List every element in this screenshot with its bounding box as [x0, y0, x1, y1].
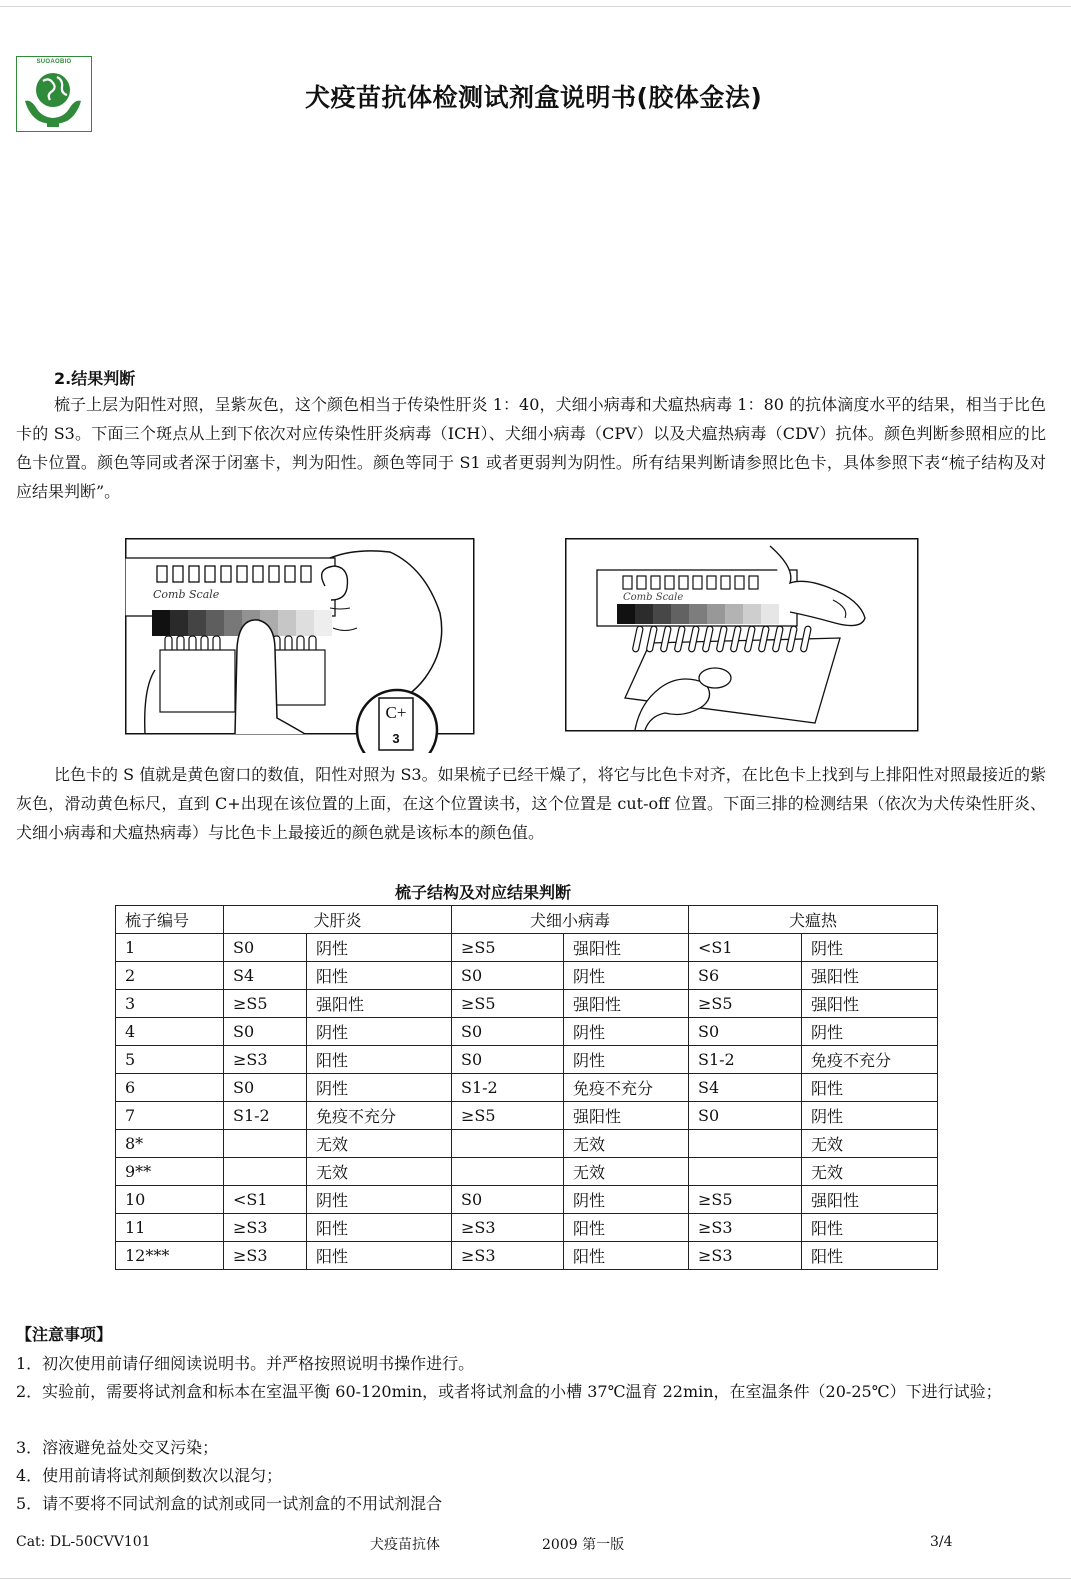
- table-cell: S0: [452, 962, 564, 990]
- table-cell: 阳性: [307, 1242, 452, 1270]
- table-cell: 11: [116, 1214, 224, 1242]
- table-header-row: [116, 906, 938, 934]
- table-cell: S4: [689, 1074, 802, 1102]
- table-row: [116, 1074, 938, 1102]
- table-cell: <S1: [689, 934, 802, 962]
- table-cell: 无效: [802, 1130, 938, 1158]
- table-cell: 无效: [564, 1158, 689, 1186]
- table-cell: S0: [452, 1046, 564, 1074]
- table-cell: ≥S3: [224, 1046, 307, 1074]
- lens-num-label: 3: [392, 731, 400, 746]
- table-cell: S0: [452, 1018, 564, 1046]
- table-cell: 阴性: [307, 1018, 452, 1046]
- table-cell: [689, 1130, 802, 1158]
- company-logo: [16, 56, 92, 132]
- document-title: 犬疫苗抗体检测试剂盒说明书(胶体金法): [305, 83, 763, 112]
- note-item: 2．实验前，需要将试剂盒和标本在室温平衡 60-120min，或者将试剂盒的小槽 37℃温育 22min，在室温条件（20-25℃）下进行试验；: [16, 1382, 1002, 1401]
- table-cell: 12***: [116, 1242, 224, 1270]
- comb-scale-figure-2: [565, 538, 920, 738]
- result-paragraph-2: 比色卡的 S 值就是黄色窗口的数值，阳性对照为 S3。如果梳子已经干燥了，将它与比色卡对齐，在比色卡上找到与上排阳性对照最接近的紫灰色，滑动黄色标尺，直到 C+出现在该位置的上面，在这个位置读书，这个位置是 cut-off 位置。下面三排的检测结果（依次为犬传染性肝炎、犬细小病毒和犬瘟热病毒）与比色卡上最接近的颜色就是该标本的颜色值。: [16, 765, 1046, 842]
- table-row: [116, 962, 938, 990]
- note-item: 4．使用前请将试剂颠倒数次以混匀；: [16, 1466, 283, 1485]
- table-cell: 阴性: [802, 1102, 938, 1130]
- table-cell: [224, 1158, 307, 1186]
- top-border-line: [0, 6, 1071, 7]
- table-title: 梳子结构及对应结果判断: [395, 883, 572, 902]
- section-heading: 2.结果判断: [54, 369, 136, 388]
- result-table: [115, 905, 938, 1270]
- table-row: [116, 934, 938, 962]
- table-row: [116, 1130, 938, 1158]
- table-cell: 9**: [116, 1158, 224, 1186]
- globe-hands-icon: [17, 57, 90, 130]
- table-cell: ≥S3: [224, 1242, 307, 1270]
- table-cell: 阳性: [802, 1214, 938, 1242]
- table-cell: ≥S5: [689, 990, 802, 1018]
- table-cell: 7: [116, 1102, 224, 1130]
- table-cell: 免疫不充分: [802, 1046, 938, 1074]
- table-cell: [689, 1158, 802, 1186]
- result-paragraph-1: 梳子上层为阳性对照，呈紫灰色，这个颜色相当于传染性肝炎 1：40，犬细小病毒和犬瘟热病毒 1：80 的抗体滴度水平的结果，相当于比色卡的 S3。下面三个斑点从上到下依次对应传染性肝炎病毒（ICH）、犬细小病毒（CPV）以及犬瘟热病毒（CDV）抗体。颜色判断参照相应的比色卡位置。颜色等同或者深于闭塞卡，判为阳性。颜色等同于 S1 或者更弱判为阴性。所有结果判断请参照比色卡，具体参照下表“梳子结构及对应结果判断”。: [16, 395, 1046, 501]
- table-cell: <S1: [224, 1186, 307, 1214]
- bottom-border-line: [0, 1578, 1071, 1579]
- table-cell: [224, 1130, 307, 1158]
- table-header-cell: 犬细小病毒: [452, 906, 689, 934]
- table-cell: 无效: [307, 1158, 452, 1186]
- table-row: [116, 1158, 938, 1186]
- table-cell: ≥S5: [689, 1186, 802, 1214]
- table-cell: ≥S5: [452, 1102, 564, 1130]
- logo-text: SUOAOBIO: [36, 59, 72, 65]
- table-cell: 阳性: [307, 1214, 452, 1242]
- table-cell: 阳性: [802, 1242, 938, 1270]
- table-row: [116, 1214, 938, 1242]
- table-cell: 阴性: [564, 962, 689, 990]
- table-cell: 阴性: [802, 1018, 938, 1046]
- table-cell: ≥S3: [224, 1214, 307, 1242]
- table-cell: S1-2: [689, 1046, 802, 1074]
- table-cell: [452, 1158, 564, 1186]
- table-cell: 阳性: [564, 1242, 689, 1270]
- table-cell: 阴性: [307, 934, 452, 962]
- table-cell: ≥S3: [689, 1242, 802, 1270]
- table-cell: 阳性: [802, 1074, 938, 1102]
- table-cell: ≥S3: [452, 1214, 564, 1242]
- table-cell: S4: [224, 962, 307, 990]
- table-cell: 免疫不充分: [307, 1102, 452, 1130]
- note-item: 3．溶液避免益处交叉污染；: [16, 1438, 219, 1457]
- footer-product-name: 犬疫苗抗体: [370, 1537, 440, 1553]
- table-cell: 强阳性: [564, 1102, 689, 1130]
- table-cell: S6: [689, 962, 802, 990]
- table-cell: 强阳性: [802, 962, 938, 990]
- comb-scale-label-2: Comb Scale: [623, 592, 684, 603]
- table-cell: 10: [116, 1186, 224, 1214]
- table-cell: 无效: [307, 1130, 452, 1158]
- table-cell: S0: [452, 1186, 564, 1214]
- table-cell: S1-2: [224, 1102, 307, 1130]
- footer-catalog: Cat: DL-50CVV101: [16, 1534, 151, 1550]
- table-row: [116, 1242, 938, 1270]
- table-cell: 强阳性: [307, 990, 452, 1018]
- footer-edition: 2009 第一版: [542, 1537, 625, 1553]
- table-cell: 3: [116, 990, 224, 1018]
- table-row: [116, 990, 938, 1018]
- table-cell: ≥S5: [224, 990, 307, 1018]
- note-item: 1．初次使用前请仔细阅读说明书。并严格按照说明书操作进行。: [16, 1354, 475, 1373]
- table-cell: 5: [116, 1046, 224, 1074]
- comb-scale-label: Comb Scale: [153, 588, 220, 601]
- table-cell: 阴性: [802, 934, 938, 962]
- table-cell: 阴性: [564, 1046, 689, 1074]
- table-row: [116, 1046, 938, 1074]
- table-row: [116, 1102, 938, 1130]
- table-cell: S0: [689, 1102, 802, 1130]
- table-cell: 阳性: [564, 1214, 689, 1242]
- table-cell: ≥S3: [452, 1242, 564, 1270]
- table-cell: S0: [224, 934, 307, 962]
- table-cell: 免疫不充分: [564, 1074, 689, 1102]
- table-cell: S1-2: [452, 1074, 564, 1102]
- table-cell: 强阳性: [564, 934, 689, 962]
- table-cell: 6: [116, 1074, 224, 1102]
- table-cell: 无效: [564, 1130, 689, 1158]
- table-cell: 8*: [116, 1130, 224, 1158]
- table-cell: S0: [689, 1018, 802, 1046]
- table-cell: ≥S5: [452, 990, 564, 1018]
- table-cell: 强阳性: [802, 1186, 938, 1214]
- table-cell: 阳性: [307, 962, 452, 990]
- table-row: [116, 1186, 938, 1214]
- table-cell: 阴性: [564, 1018, 689, 1046]
- table-cell: ≥S3: [689, 1214, 802, 1242]
- table-header-cell: 犬肝炎: [224, 906, 452, 934]
- table-cell: 强阳性: [564, 990, 689, 1018]
- table-cell: 强阳性: [802, 990, 938, 1018]
- comb-scale-figure-1: [125, 538, 480, 753]
- notes-heading: 【注意事项】: [16, 1325, 113, 1344]
- table-cell: [452, 1130, 564, 1158]
- lens-c-label: C+: [385, 703, 407, 722]
- table-cell: 阴性: [307, 1074, 452, 1102]
- table-cell: 阴性: [307, 1186, 452, 1214]
- table-cell: 阳性: [307, 1046, 452, 1074]
- table-cell: 1: [116, 934, 224, 962]
- table-row: [116, 1018, 938, 1046]
- table-cell: S0: [224, 1074, 307, 1102]
- note-item: 5．请不要将不同试剂盒的试剂或同一试剂盒的不用试剂混合: [16, 1494, 443, 1513]
- table-cell: 阴性: [564, 1186, 689, 1214]
- table-cell: 无效: [802, 1158, 938, 1186]
- table-header-cell: 犬瘟热: [689, 906, 938, 934]
- table-cell: 4: [116, 1018, 224, 1046]
- table-cell: ≥S5: [452, 934, 564, 962]
- footer-page-number: 3/4: [930, 1534, 953, 1550]
- table-cell: 2: [116, 962, 224, 990]
- table-cell: S0: [224, 1018, 307, 1046]
- table-header-cell: 梳子编号: [116, 906, 224, 934]
